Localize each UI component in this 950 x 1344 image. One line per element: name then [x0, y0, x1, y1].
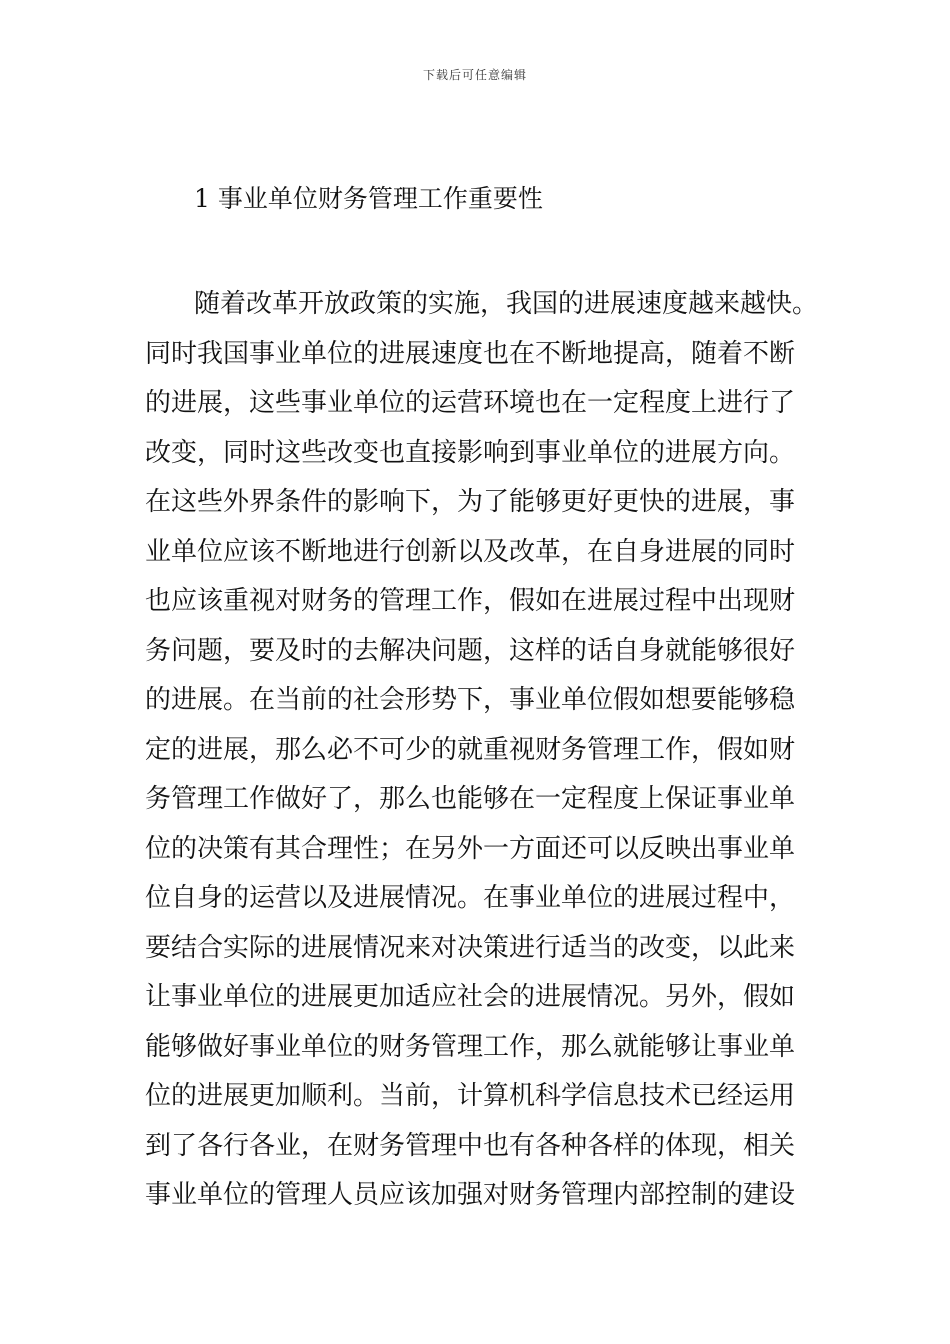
body-line: 务问题，要及时的去解决问题，这样的话自身就能够很好 — [145, 635, 796, 666]
body-line: 位的决策有其合理性；在另外一方面还可以反映出事业单 — [145, 833, 796, 864]
body-line: 的进展。在当前的社会形势下，事业单位假如想要能够稳 — [145, 685, 796, 715]
body-line: 事业单位的管理人员应该加强对财务管理内部控制的建设 — [145, 1180, 796, 1210]
section-heading: 1 事业单位财务管理工作重要性 — [194, 184, 543, 213]
body-line: 同时我国事业单位的进展速度也在不断地提高，随着不断 — [145, 338, 796, 369]
page-header-note: 下载后可任意编辑 — [422, 68, 527, 82]
body-line: 位的进展更加顺利。当前，计算机科学信息技术已经运用 — [145, 1081, 796, 1111]
body-line: 在这些外界条件的影响下，为了能够更好更快的进展，事 — [145, 487, 796, 517]
body-line: 也应该重视对财务的管理工作，假如在进展过程中出现财 — [145, 586, 796, 616]
body-paragraph — [145, 280, 845, 1221]
body-line: 到了各行各业，在财务管理中也有各种各样的体现，相关 — [145, 1130, 796, 1161]
body-line: 务管理工作做好了，那么也能够在一定程度上保证事业单 — [145, 784, 796, 814]
body-line: 改变，同时这些改变也直接影响到事业单位的进展方向。 — [145, 437, 796, 468]
body-line: 业单位应该不断地进行创新以及改革，在自身进展的同时 — [145, 536, 796, 567]
body-line: 位自身的运营以及进展情况。在事业单位的进展过程中， — [145, 883, 796, 913]
body-line: 让事业单位的进展更加适应社会的进展情况。另外，假如 — [145, 982, 796, 1012]
body-line: 能够做好事业单位的财务管理工作，那么就能够让事业单 — [145, 1031, 796, 1062]
body-line: 定的进展，那么必不可少的就重视财务管理工作，假如财 — [145, 734, 796, 765]
body-line: 的进展，这些事业单位的运营环境也在一定程度上进行了 — [145, 388, 796, 418]
body-line: 要结合实际的进展情况来对决策进行适当的改变，以此来 — [145, 932, 796, 963]
body-line: 随着改革开放政策的实施，我国的进展速度越来越快。 — [194, 289, 819, 319]
